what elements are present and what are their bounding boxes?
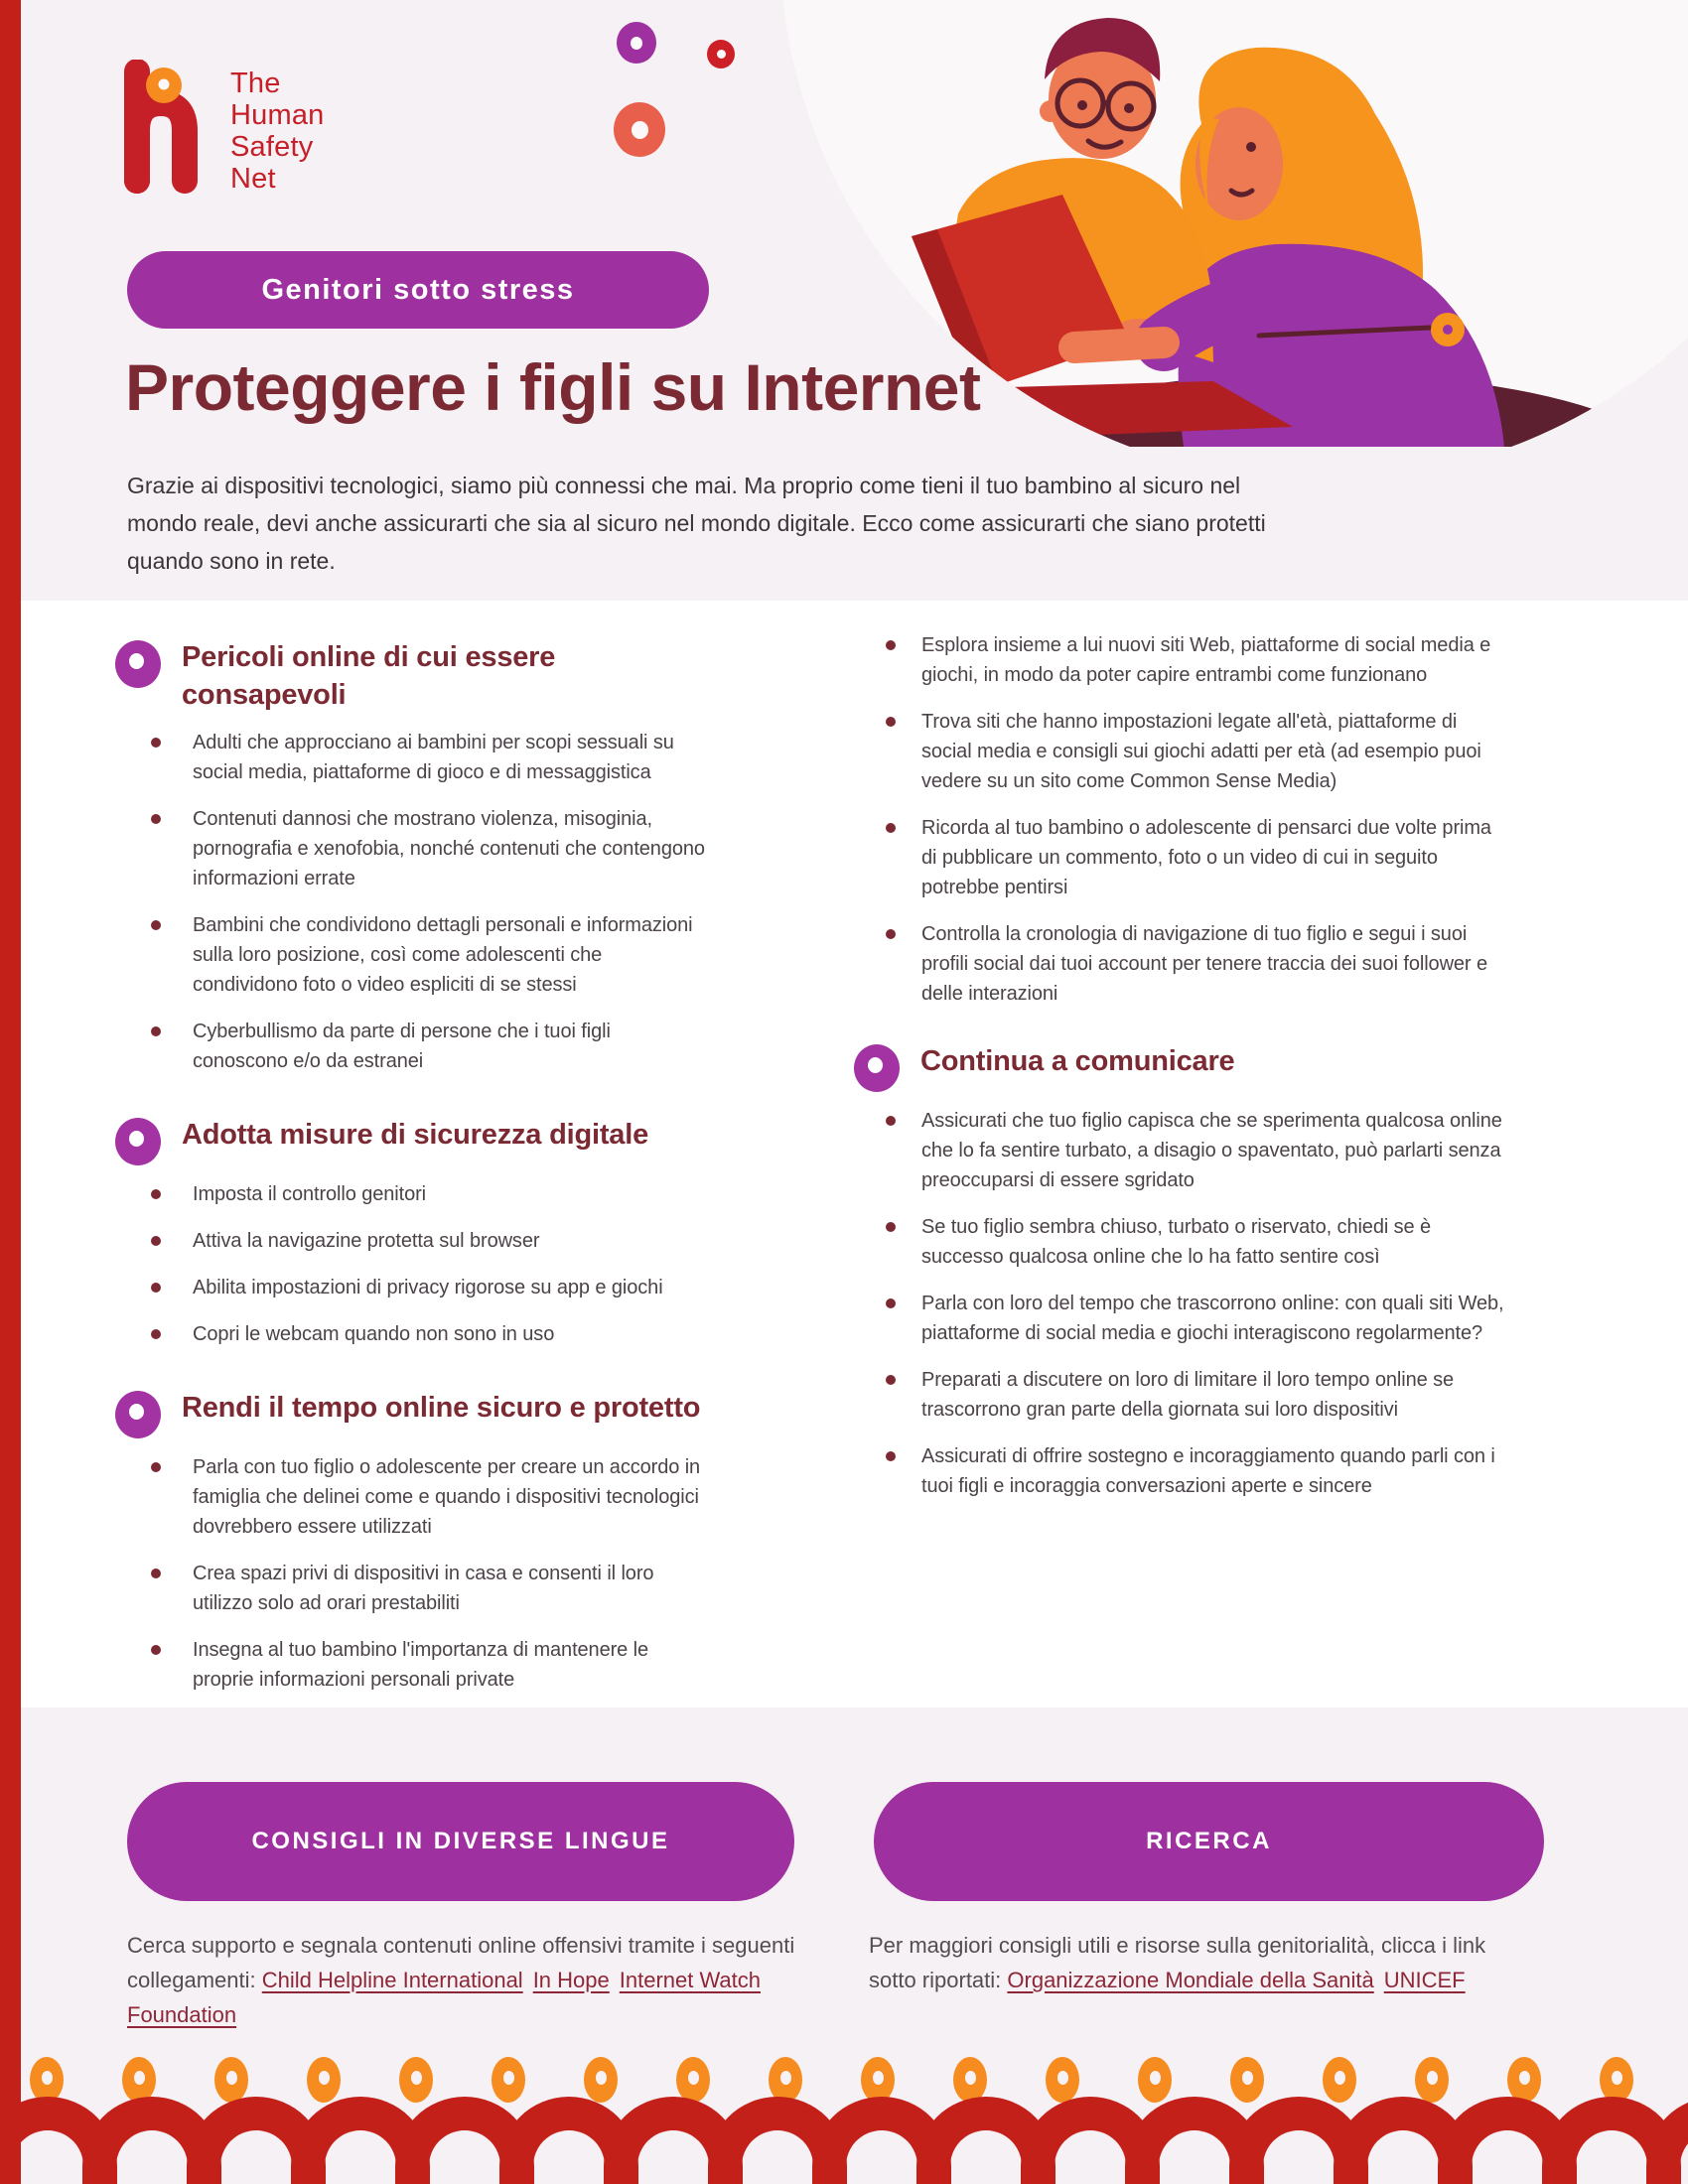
section-continua-comunicare — [854, 1042, 1509, 1501]
left-red-stripe — [0, 0, 21, 2184]
decor-donut-tomato — [614, 102, 665, 157]
decor-donut-purple — [617, 22, 656, 64]
left-column — [115, 638, 711, 1711]
orange-donut-icon — [399, 2057, 433, 2103]
section-pericoli-online — [115, 638, 711, 1076]
consigli-lingue-button[interactable]: CONSIGLI IN DIVERSE LINGUE — [127, 1782, 794, 1901]
thsn-logo — [117, 60, 325, 199]
bullet-item: Se tuo figlio sembra chiuso, turbato o riservato, chiedi se è successo qualcosa online che lo ha fatto sentire così — [886, 1212, 1509, 1272]
section-sicurezza-digitale — [115, 1116, 711, 1349]
bullet-item: Assicurati di offrire sostegno e incoraggiamento quando parli con i tuoi figli e incoraggia conversazioni aperte e sincere — [886, 1441, 1509, 1501]
orange-donut-icon — [1415, 2057, 1449, 2103]
right-column — [854, 630, 1509, 1518]
bullet-item: Adulti che approcciano ai bambini per scopi sessuali su social media, piattaforme di gioco e di messaggistica — [151, 728, 707, 787]
bullet-item: Ricorda al tuo bambino o adolescente di pensarci due volte prima di pubblicare un commento, foto o un video di cui in seguito potrebbe pentirsi — [886, 813, 1509, 902]
link-in-hope[interactable]: In Hope — [532, 1968, 610, 1992]
main-content — [0, 601, 1688, 1707]
thsn-logo-text: The Human Safety Net — [230, 68, 325, 195]
bullet-item: Abilita impostazioni di privacy rigorose su app e giochi — [151, 1273, 707, 1302]
note-text: Per maggiori consigli utili e risorse sulla genitorialità, clicca i link sotto riportati: — [869, 1933, 1486, 1992]
section-heading: Continua a comunicare — [920, 1045, 1235, 1077]
orange-donut-icon — [676, 2057, 710, 2103]
bullet-item: Trova siti che hanno impostazioni legate all'età, piattaforme di social media e consigli sui giochi adatti per età (ad esempio puoi vedere su un sito come Common Sense Media) — [886, 707, 1509, 796]
intro-paragraph: Grazie ai dispositivi tecnologici, siamo più connessi che mai. Ma proprio come tieni il tuo bambino al sicuro nel mondo reale, devi anche assicurarti che sia al sicuro nel mondo digitale. Ecco come assicurarti che siano protetti quando sono in rete. — [127, 473, 1266, 574]
bullet-item: Preparati a discutere on loro di limitare il loro tempo online se trascorrono gran parte della giornata sui loro dispositivi — [886, 1365, 1509, 1425]
support-links-note — [127, 1928, 812, 2032]
orange-donut-icon — [307, 2057, 341, 2103]
decor-donut-red-small — [707, 40, 735, 68]
orange-donut-icon — [1323, 2057, 1356, 2103]
page-title: Proteggere i figli su Internet — [125, 350, 981, 424]
orange-donut-icon — [1600, 2057, 1633, 2103]
bullet-item: Parla con loro del tempo che trascorrono online: con quali siti Web, piattaforme di social media e giochi interagiscono regolarmente? — [886, 1289, 1509, 1348]
bullet-item: Contenuti dannosi che mostrano violenza, misoginia, pornografia e xenofobia, nonché contenuti che contengono informazioni errate — [151, 804, 707, 893]
bullet-item: Esplora insieme a lui nuovi siti Web, piattaforme di social media e giochi, in modo da poter capire entrambi come funzionano — [886, 630, 1509, 690]
orange-donut-icon — [214, 2057, 248, 2103]
orange-donut-icon — [1230, 2057, 1264, 2103]
bullet-item: Assicurati che tuo figlio capisca che se sperimenta qualcosa online che lo fa sentire turbato, a disagio o spaventato, può parlarti senza preoccuparsi di essere sgridato — [886, 1106, 1509, 1195]
orange-donut-icon — [1138, 2057, 1172, 2103]
link-child-helpline[interactable]: Child Helpline International — [261, 1968, 523, 1992]
section-donut-icon — [115, 1118, 161, 1165]
bullet-item: Parla con tuo figlio o adolescente per creare un accordo in famiglia che delinei come e quando i dispositivi tecnologici dovrebbero essere utilizzati — [151, 1452, 707, 1542]
section-tempo-online — [115, 1389, 711, 1695]
orange-donut-icon — [1507, 2057, 1541, 2103]
bullet-item: Bambini che condividono dettagli personali e informazioni sulla loro posizione, così come adolescenti che condividono foto o video espliciti di se stessi — [151, 910, 707, 1000]
section-heading: Pericoli online di cui essere consapevoli — [182, 641, 556, 711]
footer — [0, 1707, 1688, 2184]
section-donut-icon — [115, 1391, 161, 1438]
section-donut-icon — [115, 640, 161, 688]
section-heading: Adotta misure di sicurezza digitale — [182, 1119, 648, 1151]
bullet-item: Insegna al tuo bambino l'importanza di mantenere le proprie informazioni personali private — [151, 1635, 707, 1695]
bullet-item: Imposta il controllo genitori — [151, 1179, 707, 1209]
header — [0, 0, 1688, 601]
link-unicef[interactable]: UNICEF — [1383, 1968, 1466, 1992]
bullet-item: Crea spazi privi di dispositivi in casa e consenti il loro utilizzo solo ad orari prestabiliti — [151, 1559, 707, 1618]
ricerca-button[interactable]: RICERCA — [874, 1782, 1544, 1901]
link-internet-watch[interactable]: Internet Watch Foundation — [127, 1968, 761, 2027]
section-heading: Rendi il tempo online sicuro e protetto — [182, 1392, 701, 1424]
link-oms[interactable]: Organizzazione Mondiale della Sanità — [1007, 1968, 1374, 1992]
note-text: Cerca supporto e segnala contenuti online offensivi tramite i seguenti collegamenti: — [127, 1933, 795, 1992]
bullet-item: Copri le webcam quando non sono in uso — [151, 1319, 707, 1349]
orange-donut-icon — [584, 2057, 618, 2103]
bullet-item: Controlla la cronologia di navigazione di tuo figlio e segui i suoi profili social dai tuoi account per tenere traccia dei suoi follower e delle interazioni — [886, 919, 1509, 1009]
bullet-item: Cyberbullismo da parte di persone che i tuoi figli conoscono e/o da estranei — [151, 1017, 707, 1076]
thsn-logo-mark — [117, 60, 216, 199]
bullet-item: Attiva la navigazine protetta sul browser — [151, 1226, 707, 1256]
resources-links-note — [869, 1928, 1529, 1997]
orange-donut-icon — [1046, 2057, 1079, 2103]
orange-donut-icon — [492, 2057, 525, 2103]
topic-badge: Genitori sotto stress — [127, 251, 709, 329]
continuation-bullets — [886, 630, 1509, 1009]
section-donut-icon — [854, 1044, 900, 1092]
